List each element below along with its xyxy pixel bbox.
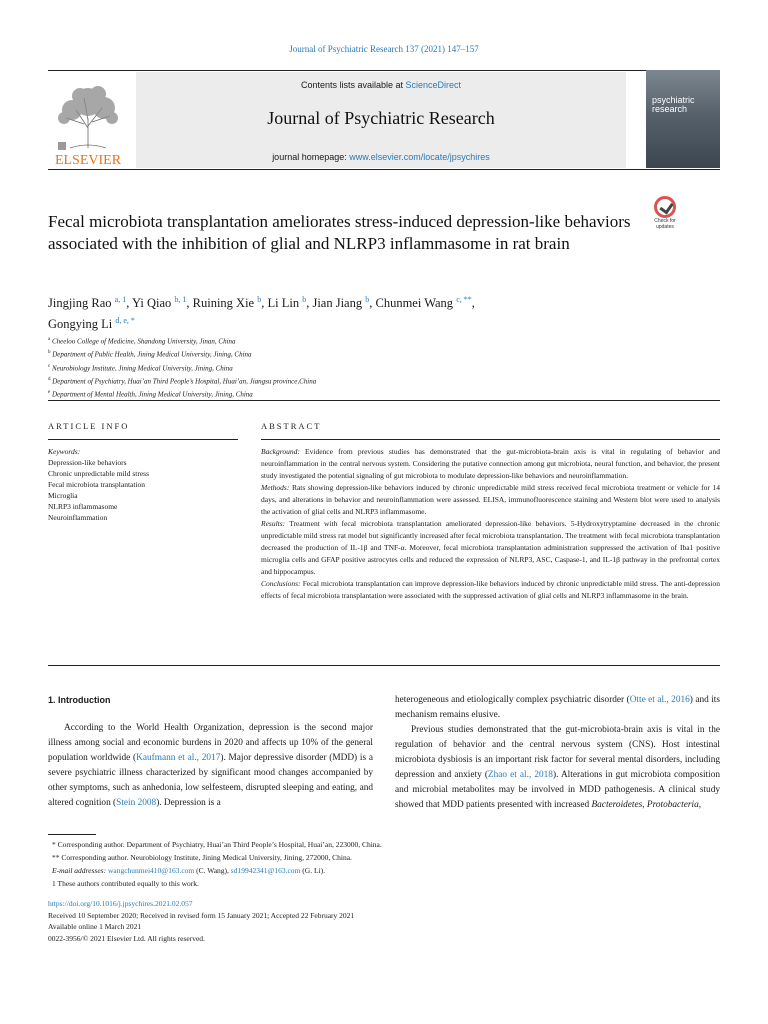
- keywords-block: [48, 446, 238, 523]
- contents-prefix: Contents lists available at: [300, 80, 406, 90]
- copyright-notice: 0022-3956/© 2021 Elsevier Ltd. All rights reserved.: [48, 933, 205, 943]
- elsevier-logo[interactable]: [48, 78, 128, 168]
- author-name[interactable]: Li Lin: [267, 296, 300, 311]
- keyword-item: Neuroinflammation: [48, 513, 108, 522]
- body-paragraph: [395, 693, 720, 723]
- abstract-section-label: Background:: [261, 447, 300, 456]
- keyword-item: Microglia: [48, 491, 78, 500]
- body-text: Previous studies demonstrated that the gut-microbiota-brain axis is vital in the regulation of behavior and the central nervous system (CNS). Host intestinal microbiota dysbiosis is an important risk factor for several mental disorders, including depression and anxiety (: [395, 725, 720, 780]
- abstract-conclusions: [261, 578, 720, 602]
- author-name[interactable]: Jingjing Rao: [48, 296, 112, 311]
- abstract-section-text: Evidence from previous studies has demonstrated that the gut-microbiota-brain axis is vital in regulating of behavior and neuroinflammation in the central nervous system. Considering the putative connection among gut microbiota, neural function, and behavior, the present study investigated the potential signaling of gut microbiota to modulate depression-like behaviors and neuroinflammation.: [261, 447, 720, 480]
- footnote-corresponding-2: ** Corresponding author. Neurobiology Institute, Jining Medical University, Jining, 272000, China.: [52, 853, 352, 862]
- section-heading-introduction: 1. Introduction: [48, 695, 111, 705]
- citation-link[interactable]: Kaufmann et al., 2017: [136, 753, 221, 763]
- cover-title-line1: psychiatric: [652, 95, 695, 105]
- email-link[interactable]: sd19942341@163.com: [230, 866, 301, 875]
- received-dates: Received 10 September 2020; Received in revised form 15 January 2021; Accepted 22 February 2021: [48, 910, 355, 920]
- affiliation-item: [48, 347, 548, 360]
- journal-title: Journal of Psychiatric Research: [267, 108, 495, 128]
- abstract-section-label: Results:: [261, 519, 286, 528]
- keyword-item: NLRP3 inflammasome: [48, 502, 118, 511]
- doi-link[interactable]: https://doi.org/10.1016/j.jpsychires.2021.02.057: [48, 899, 193, 908]
- keyword-item: Chronic unpredictable mild stress: [48, 469, 150, 478]
- keywords-label: Keywords:: [48, 447, 81, 456]
- keyword-item: Fecal microbiota transplantation: [48, 480, 146, 489]
- contents-line: [136, 80, 626, 90]
- footnotes: [48, 838, 720, 890]
- abstract-section-text: Rats showing depression-like behaviors induced by chronic unpredictable mild stress received fecal microbiota treatment or vehicle for 14 days, and alterations in behavior and neuroinflammation were assessed. ELISA, immunofluorescence staining and Western blot were used to analysis the activation of glial cells and NLRP3 inflammasome.: [261, 483, 720, 516]
- masthead-center: [136, 72, 626, 168]
- author-affiliation-marker[interactable]: b: [302, 295, 307, 304]
- check-updates-icon: [654, 196, 676, 218]
- email-label: E-mail addresses:: [52, 866, 107, 875]
- body-text: ). Alterations in gut microbiota composition and microbial metabolites may be involved in MDD pathogenesis. A clinical study showed that MDD patients presented with increased: [395, 770, 720, 810]
- body-text: ). Depression is a: [156, 798, 221, 808]
- body-text-italic: Bacteroidetes, Protobacteria,: [591, 800, 702, 810]
- homepage-line: [136, 152, 626, 162]
- check-updates-label: [651, 218, 679, 230]
- affiliation-item: [48, 374, 548, 387]
- body-text: ) and its mechanism remains elusive.: [395, 695, 721, 720]
- homepage-prefix: journal homepage:: [272, 152, 350, 162]
- check-updates-line1: Check for: [654, 218, 676, 224]
- author-affiliation-marker[interactable]: b: [365, 295, 370, 304]
- affiliation-text: Neurobiology Institute, Jining Medical University, Jining, China: [51, 363, 233, 372]
- affiliations: [48, 334, 548, 401]
- body-text: ). Major depressive disorder (MDD) is a severe psychiatric illness characterized by significant mood changes accompanied by other symptoms, such as anhedonia, low selfesteem, disrupted sleeping and eating, and altered cognition (: [48, 753, 373, 808]
- affiliation-text: Cheeloo College of Medicine, Shandong University, Jinan, China: [51, 337, 236, 346]
- body-column-left: [48, 693, 373, 811]
- citation-link[interactable]: Stein 2008: [116, 798, 157, 808]
- affiliation-marker: b: [48, 350, 51, 356]
- body-paragraph: [48, 721, 373, 811]
- author-name[interactable]: Ruining Xie: [192, 296, 255, 311]
- footnote-rule: [48, 834, 96, 835]
- abstract-background: [261, 446, 720, 482]
- journal-reference[interactable]: Journal of Psychiatric Research 137 (2021) 147–157: [289, 44, 479, 54]
- author-name[interactable]: Jian Jiang: [312, 296, 363, 311]
- author-name[interactable]: Gongying Li: [48, 317, 113, 332]
- cover-title-line2: research: [652, 104, 688, 114]
- homepage-link[interactable]: www.elsevier.com/locate/jpsychires: [349, 152, 490, 162]
- affiliation-marker: c: [48, 363, 51, 369]
- article-info-heading: ARTICLE INFO: [48, 421, 130, 431]
- cover-title: [652, 96, 695, 114]
- author-affiliation-marker[interactable]: d, e, *: [115, 316, 135, 326]
- author-list: Jingjing Rao $^{a, 1}$, Yi Qiao $^{b, 1}$, Ruining Xie $^b$, Li Lin $^b$, Jian Jiang $^b$, Chunmei Wang $^{c, **}$, Gongying Li $^{d, e, *}$: [48, 295, 475, 332]
- affiliation-marker: d: [48, 376, 51, 382]
- check-for-updates-button[interactable]: [651, 196, 679, 230]
- body-column-right: [395, 693, 720, 813]
- abstract-section-label: Methods:: [261, 483, 290, 492]
- affiliation-text: Department of Mental Health, Jining Medical University, Jining, China: [51, 390, 253, 399]
- body-text: According to the World Health Organization, depression is the second major illness among social and economic burdens in 2020 and affects up 10% of the general population worldwide (: [48, 723, 373, 763]
- affiliation-marker: e: [48, 390, 51, 396]
- abstract-rule: [261, 439, 720, 440]
- author-affiliation-marker[interactable]: c, **: [456, 295, 472, 304]
- citation-link[interactable]: Otte et al., 2016: [629, 695, 690, 705]
- masthead: [48, 70, 720, 170]
- author-affiliation-marker[interactable]: b: [257, 295, 262, 304]
- affiliation-item: [48, 334, 548, 347]
- abstract-section-label: Conclusions:: [261, 579, 301, 588]
- footnote-equal-contribution: 1 These authors contributed equally to this work.: [52, 879, 199, 888]
- divider-top: [48, 400, 720, 401]
- article-info-rule: [48, 439, 238, 440]
- abstract-section-text: Fecal microbiota transplantation can improve depression-like behaviors induced by chronic unpredictable mild stress. The anti-depression effects of fecal microbiota transplantation were associated with the suppressed activation of glial cells and NLRP3 inflammasome in the brain.: [261, 579, 720, 600]
- footnote-emails: [48, 864, 720, 877]
- sciencedirect-link[interactable]: ScienceDirect: [405, 80, 462, 90]
- body-paragraph: [395, 723, 720, 813]
- abstract-methods: [261, 482, 720, 518]
- abstract-heading: ABSTRACT: [261, 421, 322, 431]
- citation-link[interactable]: Zhao et al., 2018: [487, 770, 553, 780]
- abstract-results: [261, 518, 720, 578]
- affiliation-text: Department of Public Health, Jining Medical University, Jining, China: [52, 350, 252, 359]
- author-affiliation-marker[interactable]: b, 1: [174, 295, 187, 304]
- email-owner: (G. Li).: [300, 866, 325, 875]
- article-title: Fecal microbiota transplantation ameliorates stress-induced depression-like behaviors associated with the inhibition of glial and NLRP3 inflammasome in rat brain: [48, 212, 631, 253]
- affiliation-text: Department of Psychiatry, Huai’an Third People’s Hospital, Huai’an, Jiangsu province,China: [52, 377, 317, 386]
- affiliation-item: [48, 361, 548, 374]
- elsevier-wordmark: ELSEVIER: [54, 153, 122, 168]
- journal-cover-thumbnail[interactable]: [646, 70, 720, 168]
- publication-info: [48, 898, 720, 944]
- divider-after-abstract: [48, 665, 720, 666]
- available-online: Available online 1 March 2021: [48, 922, 142, 931]
- author-name[interactable]: Chunmei Wang: [375, 296, 454, 311]
- masthead-top-rule: [48, 70, 720, 71]
- keyword-item: Depression-like behaviors: [48, 458, 127, 467]
- author-affiliation-marker[interactable]: a, 1: [114, 295, 127, 304]
- check-updates-line2: updates: [656, 224, 674, 230]
- author-name[interactable]: Yi Qiao: [132, 296, 172, 311]
- abstract-section-text: Treatment with fecal microbiota transplantation ameliorated depression-like behaviors. 5-Hydroxytryptamine decreased in the chronic unpredictable mild stress rat model but significantly increased after fecal microbiota transplantation. The treatment with fecal microbiota transplantation decreased the production of IL-1β and TNF-α. Moreover, fecal microbiota transplantation administration suppressed the activation of Iba1 positive microglia cells and GFAP positive astrocytes cells and reduced the expression of NLRP3, ASC, Caspase-1, and IL-1β pathway in the prefrontal cortex and hippocampus.: [261, 519, 720, 576]
- affiliation-marker: a: [48, 337, 51, 342]
- affiliation-item: [48, 387, 548, 400]
- body-text: heterogeneous and etiologically complex psychiatric disorder (: [395, 695, 630, 705]
- abstract-body: [261, 446, 720, 602]
- footnote-corresponding-1: * Corresponding author. Department of Psychiatry, Huai’an Third People’s Hospital, Huai’an, 223000, China.: [52, 840, 382, 849]
- masthead-bottom-rule: [48, 169, 720, 170]
- email-link[interactable]: wangchunmei410@163.com: [107, 866, 195, 875]
- email-owner: (C. Wang),: [194, 866, 231, 875]
